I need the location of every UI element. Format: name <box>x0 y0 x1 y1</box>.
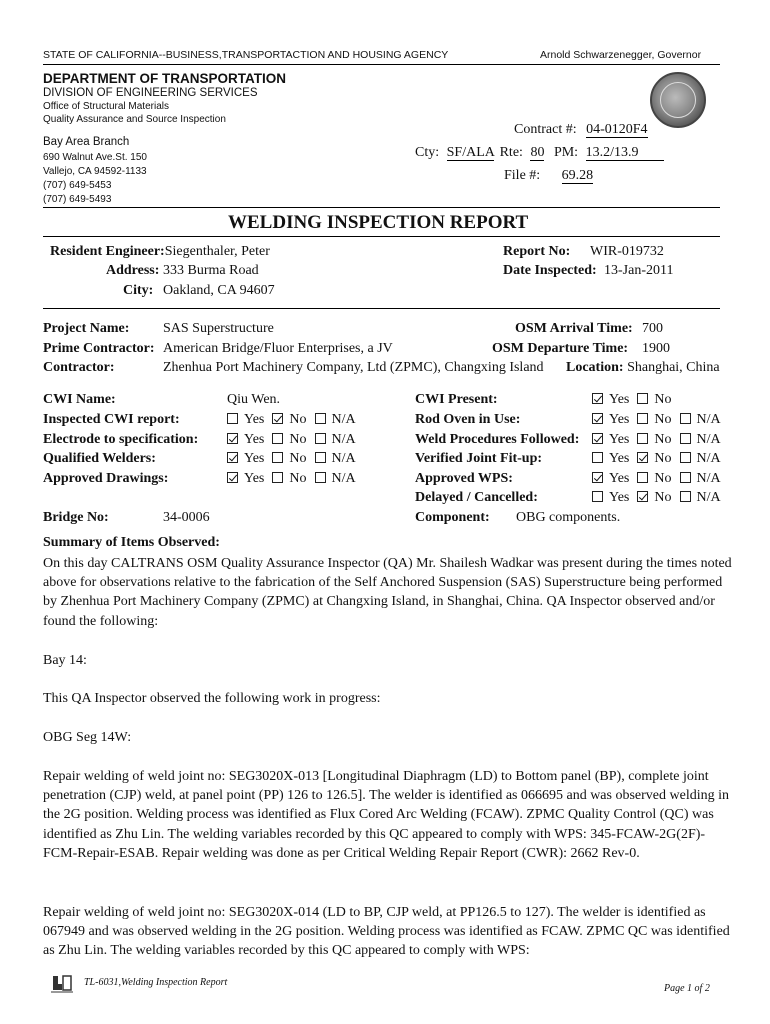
right-check-no-text: No <box>654 431 672 447</box>
left-check-no-checkbox[interactable] <box>272 413 283 424</box>
location-label: Location: <box>566 360 624 375</box>
right-check-yes-text: Yes <box>609 470 630 486</box>
left-check-label: Approved Drawings: <box>43 470 169 486</box>
right-check-yes-text: Yes <box>609 490 630 505</box>
right-check-no-checkbox[interactable] <box>637 413 648 424</box>
left-check-yes-text: Yes <box>244 470 265 486</box>
resident-engineer-label: Resident Engineer: <box>50 244 165 259</box>
left-check-yes-checkbox[interactable] <box>227 413 238 424</box>
right-check-option-yes <box>592 451 629 467</box>
segment-heading: OBG Seg 14W: <box>43 730 132 745</box>
left-check-na-checkbox[interactable] <box>315 413 326 424</box>
left-check-na-checkbox[interactable] <box>315 472 326 483</box>
cwi-present-yes-checkbox[interactable] <box>592 393 603 404</box>
right-check-no-checkbox[interactable] <box>637 433 648 444</box>
right-check-no-text: No <box>654 412 672 427</box>
left-check-option-na <box>315 471 356 487</box>
section-rule <box>43 308 720 309</box>
right-check-na-checkbox[interactable] <box>680 491 691 502</box>
bay-heading: Bay 14: <box>43 653 87 668</box>
right-check-na-text: N/A <box>696 451 721 466</box>
right-check-option-yes <box>592 471 629 487</box>
address-label: Address: <box>106 263 160 278</box>
cwi-present-label: CWI Present: <box>415 392 498 407</box>
left-check-na-text: N/A <box>331 431 356 447</box>
cwi-present-options <box>592 392 680 408</box>
contract-number-row <box>514 122 648 138</box>
left-check-no-text: No <box>289 451 307 466</box>
right-check-na-checkbox[interactable] <box>680 472 691 483</box>
left-check-na-checkbox[interactable] <box>315 452 326 463</box>
right-check-options <box>592 471 729 487</box>
left-check-no-checkbox[interactable] <box>272 433 283 444</box>
resident-engineer-value: Siegenthaler, Peter <box>164 244 270 259</box>
title-underline <box>43 236 720 237</box>
document-logo-icon <box>50 972 74 994</box>
office-name: Office of Structural Materials <box>43 101 169 112</box>
left-check-label: Qualified Welders: <box>43 451 156 466</box>
left-check-no-text: No <box>289 412 307 427</box>
left-check-label: Inspected CWI report: <box>43 412 180 427</box>
left-check-option-yes <box>227 432 264 448</box>
city-label: City: <box>123 283 154 298</box>
left-check-option-no <box>272 412 306 428</box>
division-name: DIVISION OF ENGINEERING SERVICES <box>43 87 258 99</box>
right-check-yes-text: Yes <box>609 451 630 466</box>
form-number: TL-6031,Welding Inspection Report <box>84 977 228 988</box>
left-check-options <box>227 451 364 467</box>
contract-number: 04-0120F4 <box>586 122 648 137</box>
contractor-label: Contractor: <box>43 360 115 375</box>
right-check-options <box>592 412 729 428</box>
cwi-present-yes-label: Yes <box>609 392 630 407</box>
right-check-option-yes <box>592 412 629 428</box>
bridge-no-label: Bridge No: <box>43 510 109 525</box>
governor-name: Arnold Schwarzenegger, Governor <box>540 49 702 61</box>
right-check-na-text: N/A <box>696 412 721 427</box>
left-check-option-yes <box>227 451 264 467</box>
component-value: OBG components. <box>516 510 621 525</box>
osm-arrival-value: 700 <box>642 321 663 336</box>
left-check-na-checkbox[interactable] <box>315 433 326 444</box>
left-check-options <box>227 471 364 487</box>
left-check-options <box>227 412 364 428</box>
right-check-no-checkbox[interactable] <box>637 452 648 463</box>
cwi-name-value: Qiu Wen. <box>227 392 281 407</box>
location-value: Shanghai, China <box>627 360 720 375</box>
right-check-no-text: No <box>654 490 672 505</box>
department-name: DEPARTMENT OF TRANSPORTATION <box>43 71 286 86</box>
cty-value: SF/ALA <box>446 145 495 160</box>
osm-departure-label: OSM Departure Time: <box>492 341 629 356</box>
right-check-option-no <box>637 451 671 467</box>
right-check-na-text: N/A <box>696 490 721 505</box>
location-row <box>566 360 720 376</box>
unit-name: Quality Assurance and Source Inspection <box>43 114 226 125</box>
right-check-option-na <box>680 451 721 467</box>
right-check-no-checkbox[interactable] <box>637 491 648 502</box>
right-check-label: Weld Procedures Followed: <box>415 431 580 447</box>
left-check-option-na <box>315 412 356 428</box>
right-check-na-text: N/A <box>696 431 721 447</box>
address-value: 333 Burma Road <box>163 263 259 278</box>
left-check-yes-text: Yes <box>244 412 265 427</box>
left-check-options <box>227 432 364 448</box>
right-check-option-na <box>680 490 721 506</box>
repair-paragraph-2: Repair welding of weld joint no: SEG3020X-014 (LD to BP, CJP weld, at PP126.5 to 127). The welder is identified as 067949 and was observed welding in the 2G position. Welding process was identified as FCAW. ZPMC QC was identified as Zhu Lin. The welding variables recorded by this QC appeared to comply with WPS: <box>43 905 730 959</box>
left-check-option-yes <box>227 412 264 428</box>
prime-contractor-label: Prime Contractor: <box>43 341 155 356</box>
rte-label: Rte: <box>499 145 523 160</box>
left-check-no-text: No <box>289 431 307 447</box>
right-check-options <box>592 490 729 506</box>
state-seal-icon <box>650 72 706 128</box>
left-check-no-text: No <box>289 470 307 486</box>
right-check-option-no <box>637 471 671 487</box>
branch-street: 690 Walnut Ave.St. 150 <box>43 152 147 163</box>
right-check-na-checkbox[interactable] <box>680 433 691 444</box>
right-check-label: Verified Joint Fit-up: <box>415 451 543 466</box>
bridge-no-value: 34-0006 <box>163 510 210 525</box>
left-check-na-text: N/A <box>331 412 356 427</box>
page-number: Page 1 of 2 <box>664 983 710 994</box>
city-value: Oakland, CA 94607 <box>163 283 275 298</box>
right-check-option-na <box>680 432 721 448</box>
right-check-yes-checkbox[interactable] <box>592 472 603 483</box>
right-check-yes-checkbox[interactable] <box>592 433 603 444</box>
left-check-no-checkbox[interactable] <box>272 472 283 483</box>
right-check-yes-checkbox[interactable] <box>592 413 603 424</box>
left-check-label: Electrode to specification: <box>43 431 199 447</box>
left-check-yes-text: Yes <box>244 431 265 447</box>
branch-phone-2: (707) 649-5493 <box>43 194 112 205</box>
right-check-na-text: N/A <box>696 470 721 486</box>
file-label: File #: <box>504 168 541 183</box>
branch-city: Vallejo, CA 94592-1133 <box>43 166 147 177</box>
left-check-option-na <box>315 451 356 467</box>
pm-value: 13.2/13.9 <box>586 145 665 161</box>
left-check-yes-text: Yes <box>244 451 265 466</box>
left-check-yes-checkbox[interactable] <box>227 433 238 444</box>
right-check-option-no <box>637 412 671 428</box>
cwi-present-no-label: No <box>654 392 672 407</box>
right-check-option-yes <box>592 490 629 506</box>
left-check-yes-checkbox[interactable] <box>227 452 238 463</box>
left-check-no-checkbox[interactable] <box>272 452 283 463</box>
left-check-na-text: N/A <box>331 451 356 466</box>
file-number: 69.28 <box>561 168 594 183</box>
work-in-progress: This QA Inspector observed the following work in progress: <box>43 691 381 706</box>
left-check-option-yes <box>227 471 264 487</box>
left-check-yes-checkbox[interactable] <box>227 472 238 483</box>
cty-label: Cty: <box>415 145 440 160</box>
contract-label: Contract #: <box>514 122 577 137</box>
repair-paragraph-1: Repair welding of weld joint no: SEG3020X-013 [Longitudinal Diaphragm (LD) to Bottom panel (BP), complete joint penetration (CJP) weld, at panel point (PP) 126 to 126.5]. The welder is identified as 066695 and was observed welding in the 2G position. Welding process was identified as Flux Cored Arc Welding (FCAW). ZPMC Quality Control (QC) was identified as Zhu Lin. The welding variables recorded by this QC appeared to comply with WPS: 345-FCAW-2G(2F)-FCM-Repair-ESAB. Repair welding was done as per Critical Welding Repair Report (CWR): 2662 Rev-0. <box>43 769 729 861</box>
right-check-option-yes <box>592 432 629 448</box>
left-check-na-text: N/A <box>331 470 356 486</box>
title-rule <box>43 207 720 208</box>
date-inspected-label: Date Inspected: <box>503 263 597 278</box>
agency-header: STATE OF CALIFORNIA--BUSINESS,TRANSPORTACTION AND HOUSING AGENCY <box>43 49 449 61</box>
project-name-label: Project Name: <box>43 321 130 336</box>
left-check-option-no <box>272 471 306 487</box>
contractor-value: Zhenhua Port Machinery Company, Ltd (ZPMC), Changxing Island <box>163 360 544 375</box>
date-inspected-value: 13-Jan-2011 <box>604 263 674 278</box>
right-check-na-checkbox[interactable] <box>680 452 691 463</box>
right-check-option-na <box>680 471 721 487</box>
top-rule <box>43 64 720 65</box>
cwi-name-label: CWI Name: <box>43 392 116 407</box>
file-row <box>504 168 593 184</box>
osm-arrival-label: OSM Arrival Time: <box>515 321 633 336</box>
cwi-present-no-checkbox[interactable] <box>637 393 648 404</box>
right-check-yes-text: Yes <box>609 412 630 427</box>
project-name-value: SAS Superstructure <box>163 321 274 336</box>
right-check-na-checkbox[interactable] <box>680 413 691 424</box>
right-check-yes-text: Yes <box>609 431 630 447</box>
report-no-value: WIR-019732 <box>590 244 664 259</box>
right-check-no-text: No <box>654 470 672 486</box>
pm-label: PM: <box>553 145 579 160</box>
prime-contractor-value: American Bridge/Fluor Enterprises, a JV <box>163 341 393 356</box>
left-check-option-no <box>272 432 306 448</box>
right-check-yes-checkbox[interactable] <box>592 452 603 463</box>
component-label: Component: <box>415 510 490 525</box>
right-check-label: Delayed / Cancelled: <box>415 490 538 505</box>
branch-phone-1: (707) 649-5453 <box>43 180 112 191</box>
right-check-label: Approved WPS: <box>415 470 513 486</box>
right-check-option-na <box>680 412 721 428</box>
left-check-option-na <box>315 432 356 448</box>
right-check-option-no <box>637 432 671 448</box>
right-check-no-text: No <box>654 451 672 466</box>
rte-value: 80 <box>530 145 545 160</box>
right-check-yes-checkbox[interactable] <box>592 491 603 502</box>
osm-departure-value: 1900 <box>642 341 670 356</box>
right-check-options <box>592 451 729 467</box>
right-check-label: Rod Oven in Use: <box>415 412 521 427</box>
summary-intro: On this day CALTRANS OSM Quality Assurance Inspector (QA) Mr. Shailesh Wadkar was present during the times noted above for observations relative to the fabrication of the Self Anchored Suspension (SAS) Superstructure being performed by Zhenhua Port Machinery Company (ZPMC) at Changxing Island, in Shanghai, China. QA Inspector observed and/or found the following: <box>43 556 732 629</box>
branch-name: Bay Area Branch <box>43 136 130 148</box>
report-title: WELDING INSPECTION REPORT <box>228 212 529 233</box>
right-check-no-checkbox[interactable] <box>637 472 648 483</box>
report-no-label: Report No: <box>503 244 571 259</box>
route-row <box>415 145 664 161</box>
right-check-options <box>592 432 729 448</box>
summary-heading: Summary of Items Observed: <box>43 535 220 550</box>
right-check-option-no <box>637 490 671 506</box>
resident-engineer-row <box>50 244 270 260</box>
left-check-option-no <box>272 451 306 467</box>
